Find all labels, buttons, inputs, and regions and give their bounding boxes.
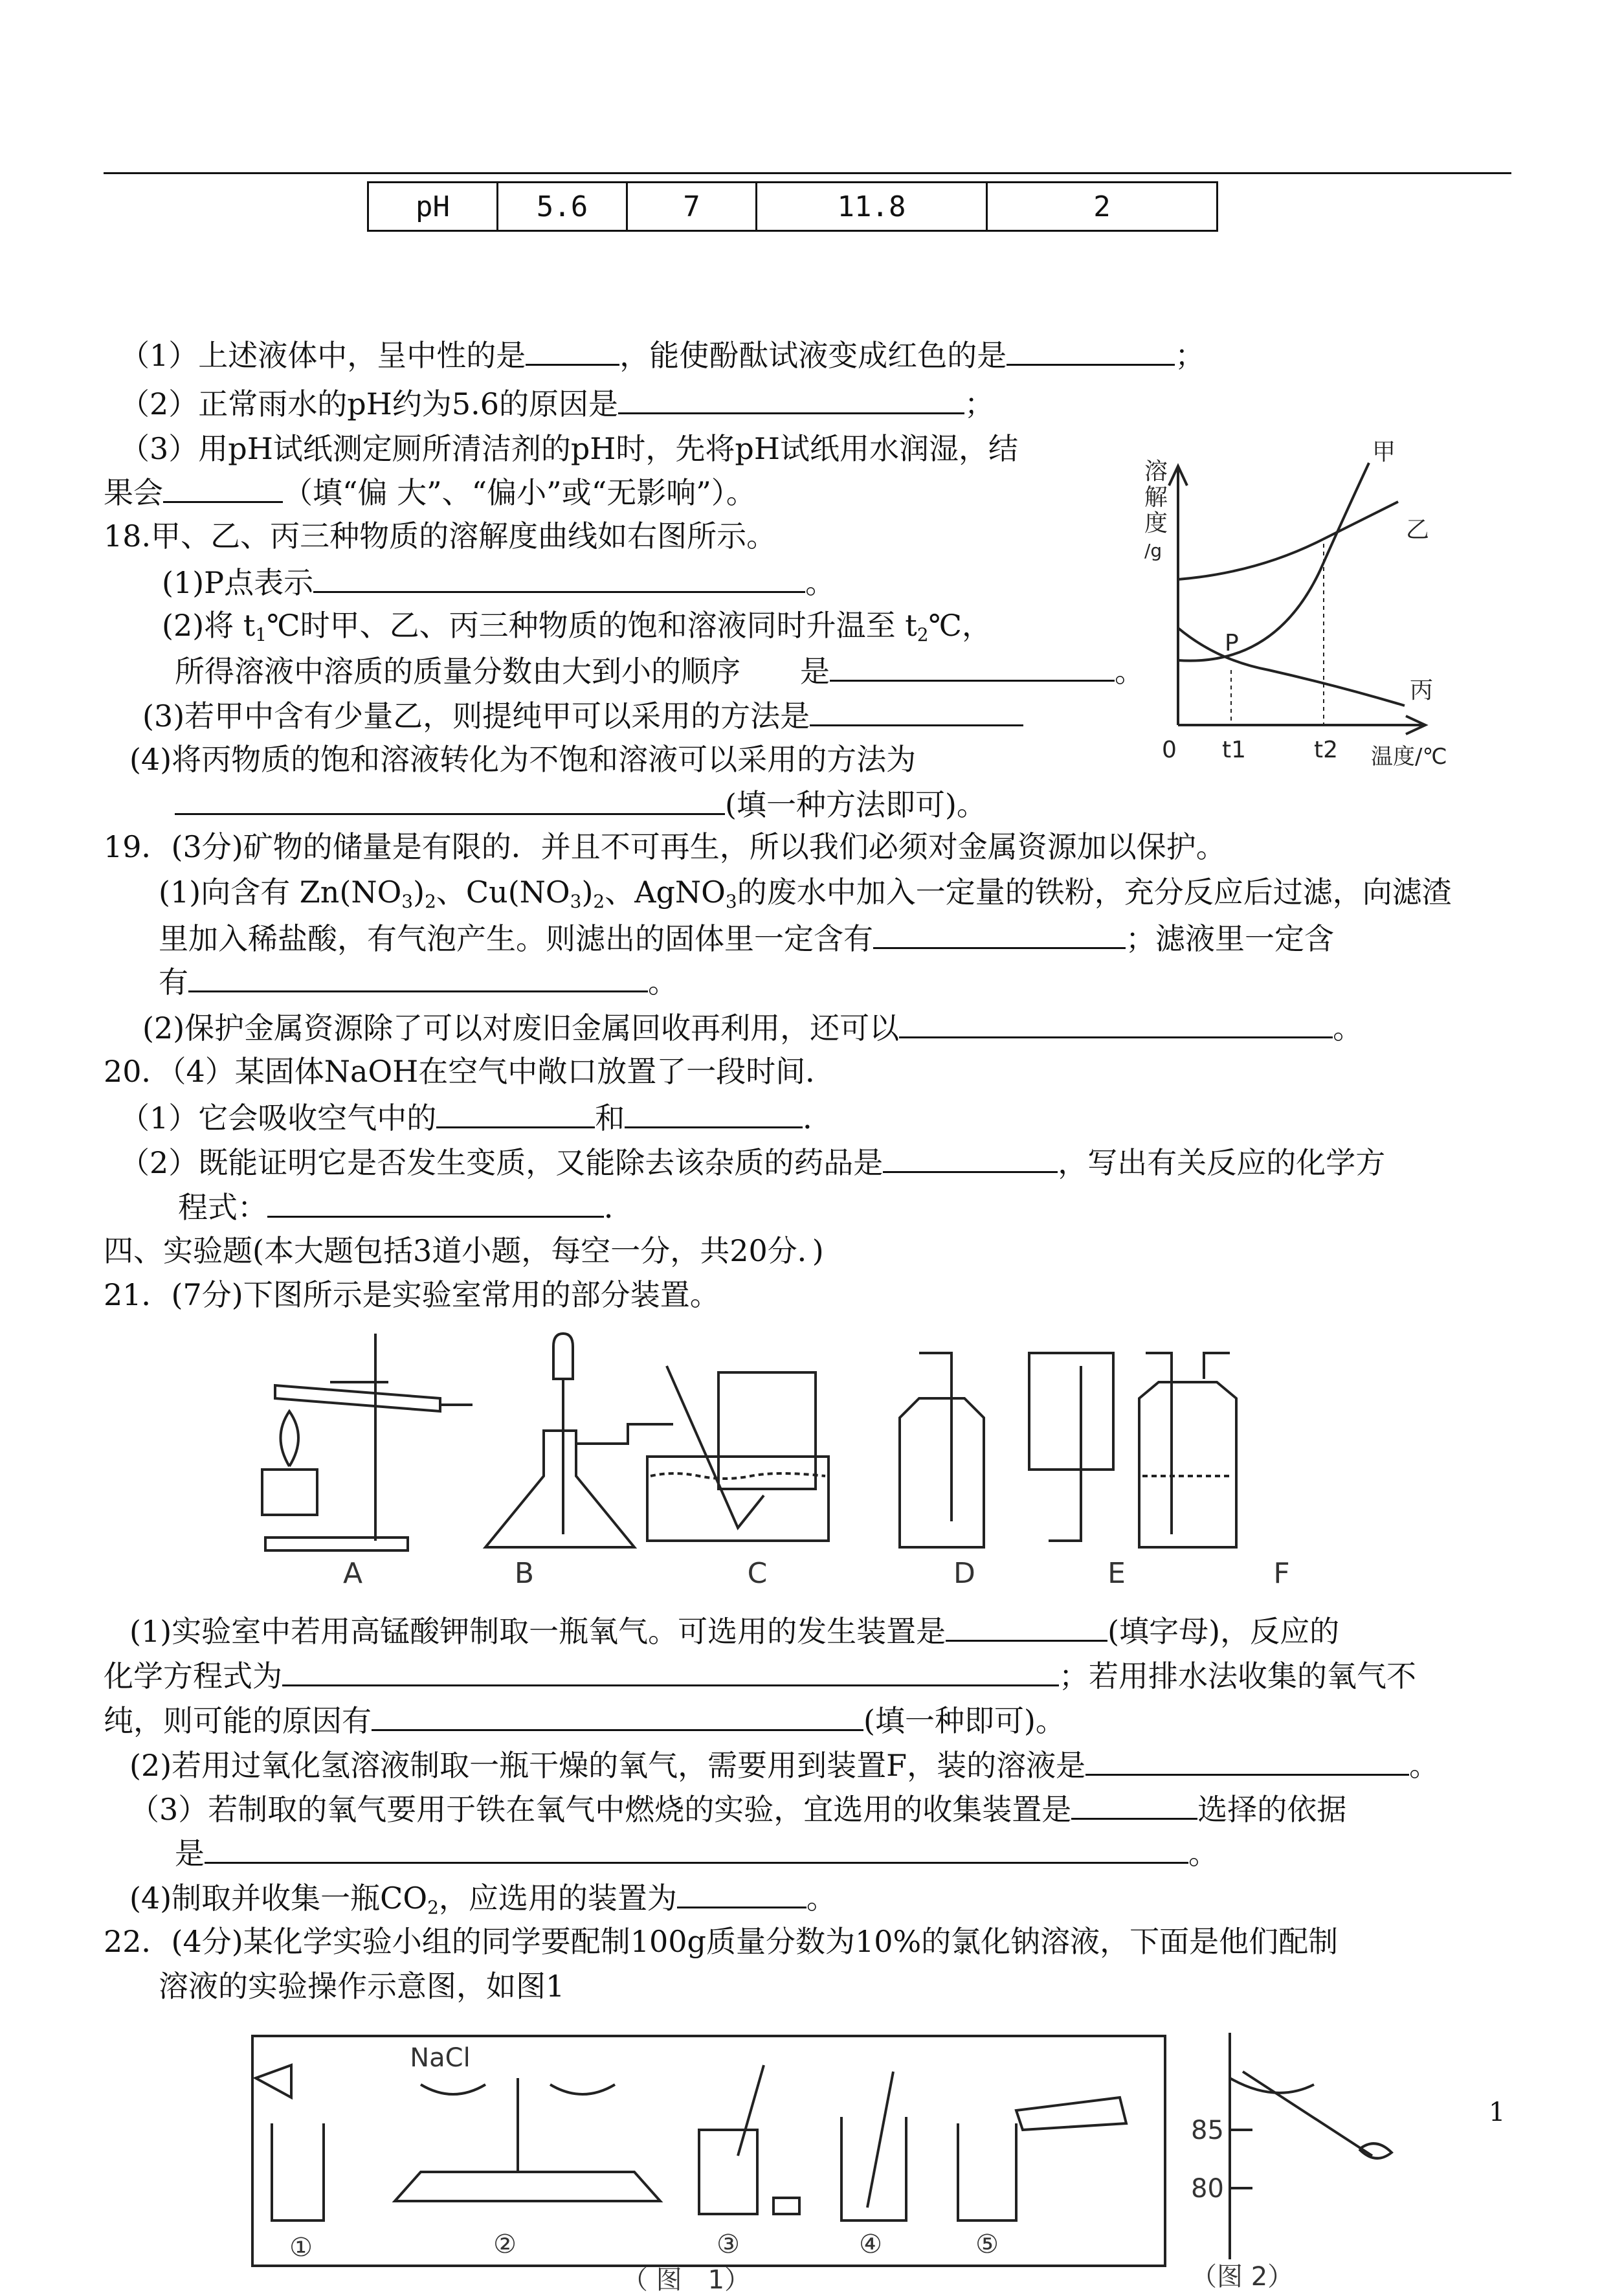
q19-text: (2)保护金属资源除了可以对废旧金属回收再利用，还可以 <box>142 1011 900 1046</box>
answer-blank[interactable] <box>188 961 648 992</box>
q17-text: （2）正常雨水的pH约为5.6的原因是 <box>120 386 618 421</box>
answer-blank[interactable] <box>946 1610 1107 1642</box>
q21-text: ；若用排水法收集的氧气不 <box>1059 1659 1416 1694</box>
answer-blank[interactable] <box>372 1699 863 1731</box>
curve-bing <box>1178 628 1405 706</box>
figure-2-caption: （图 2） <box>1191 2262 1294 2292</box>
q21-line3 <box>104 1699 1065 1741</box>
q20-text: ，写出有关反应的化学方 <box>1058 1145 1386 1180</box>
q18-text: ℃， <box>928 608 992 643</box>
figure-1-caption: （ 图 1） <box>621 2265 751 2293</box>
label-d: D <box>953 1557 975 1586</box>
q21-text: 选择的依据 <box>1197 1792 1347 1827</box>
label-e: E <box>1107 1557 1126 1586</box>
tube-d <box>919 1353 951 1521</box>
solubility-chart <box>1126 440 1482 783</box>
q17-text: ； <box>964 386 994 421</box>
subscript: 1 <box>255 624 267 645</box>
origin-label: 0 <box>1162 737 1177 763</box>
q21-text: (2)若用过氧化氢溶液制取一瓶干燥的氧气，需要用到装置F，装的溶液是 <box>129 1748 1086 1783</box>
answer-blank[interactable] <box>205 1832 1188 1864</box>
q18-text: (3)若甲中含有少量乙，则提纯甲可以采用的方法是 <box>142 699 810 733</box>
q18-text: (填一种方法即可)。 <box>725 787 986 822</box>
answer-blank[interactable] <box>618 383 964 414</box>
q19-text: ) <box>581 875 594 910</box>
y-axis-label-2: 解 <box>1144 484 1168 511</box>
y-axis-label-1: 溶 <box>1144 458 1168 485</box>
q18-text: (4)将丙物质的饱和溶液转化为不饱和溶液可以采用的方法为 <box>129 742 917 777</box>
q18-title: 18.甲、乙、丙三种物质的溶解度曲线如右图所示。 <box>104 519 777 554</box>
q21-text: (填一种即可)。 <box>863 1703 1065 1738</box>
q17-text: （1）上述液体中，呈中性的是 <box>120 338 526 373</box>
apparatus-f <box>1139 1353 1236 1547</box>
bottle-d <box>900 1398 984 1547</box>
q19-text: 里加入稀盐酸，有气泡产生。则滤出的固体里一定含有 <box>159 921 873 956</box>
q22-line1: 22．(4分)某化学实验小组的同学要配制100g质量分数为10%的氯化钠溶液，下面是他们配制 <box>104 1924 1339 1959</box>
q21-p1 <box>129 1610 1339 1651</box>
q21-text: 化学方程式为 <box>104 1659 282 1694</box>
apparatus-c <box>647 1366 829 1541</box>
q20-p2 <box>120 1141 1385 1183</box>
q18-text: 。 <box>1115 654 1144 689</box>
bottle-e <box>1029 1353 1113 1470</box>
subscript: 2 <box>427 1897 439 1918</box>
spoon <box>256 2065 291 2097</box>
label-a: A <box>342 1557 363 1586</box>
table-row <box>368 183 1218 231</box>
q20-text: ． <box>604 1190 634 1225</box>
q22-line2: 溶液的实验操作示意图，如图1 <box>159 1969 565 2004</box>
q19-line2 <box>159 917 1334 959</box>
answer-blank[interactable] <box>1071 1788 1197 1820</box>
q20-text: （2）既能证明它是否发生变质，又能除去该杂质的药品是 <box>120 1145 884 1180</box>
answer-blank[interactable] <box>282 1655 1059 1686</box>
answer-blank[interactable] <box>899 1007 1333 1038</box>
q20-p2c <box>178 1186 634 1227</box>
q18-p2a <box>162 605 992 645</box>
q21-text: (4)制取并收集一瓶CO <box>129 1881 428 1916</box>
header-rule <box>104 172 1511 174</box>
label-p: P <box>1225 630 1239 656</box>
q19-text: ) <box>413 875 425 910</box>
tube-f-long <box>1146 1353 1172 1534</box>
label-f: F <box>1273 1557 1290 1586</box>
tick-label-85: 85 <box>1191 2116 1224 2145</box>
q17-text: 果会 <box>104 475 163 510</box>
q19-text: (1)向含有 Zn(NO <box>159 875 402 910</box>
subscript: 2 <box>917 624 929 645</box>
q19-text: 、Cu(NO <box>436 875 570 910</box>
beaker-1 <box>272 2123 324 2220</box>
y-axis-label-4: /g <box>1144 540 1162 561</box>
figure-2-cylinder <box>1191 2026 1437 2293</box>
q18-text: (1)P点表示 <box>162 565 314 600</box>
beaker-5 <box>958 2123 1016 2220</box>
q19-text: 的废水中加入一定量的铁粉，充分反应后过滤，向滤渣 <box>737 875 1452 910</box>
step-4-label: ④ <box>859 2230 882 2259</box>
glass-rod <box>867 2072 893 2208</box>
x-axis-label: 温度/℃ <box>1371 744 1447 770</box>
label-b: B <box>514 1557 535 1586</box>
side-tube <box>576 1424 673 1444</box>
answer-blank[interactable] <box>267 1186 604 1218</box>
table-cell: 5.6 <box>498 183 627 231</box>
q18-p4 <box>129 739 916 779</box>
q21-p4 <box>129 1877 836 1918</box>
q17-text: （3）用pH试纸测定厕所清洁剂的pH时，先将pH试纸用水润湿，结 <box>120 431 1018 466</box>
q21-text: (填字母)，反应的 <box>1107 1614 1340 1649</box>
figure-1-solution-prep <box>246 2026 1178 2293</box>
subscript: 2 <box>425 891 436 912</box>
apparatus-b <box>485 1334 673 1547</box>
apparatus-e <box>1029 1353 1113 1541</box>
spatula <box>738 2065 764 2156</box>
q21-text: 。 <box>1188 1836 1218 1871</box>
q18-p3 <box>142 695 1023 736</box>
q21-title: 21．(7分)下图所示是实验室常用的部分装置。 <box>104 1277 720 1312</box>
tube-e <box>1049 1366 1081 1541</box>
q19-p1 <box>159 872 1452 912</box>
test-tube <box>275 1385 440 1411</box>
apparatus-figure <box>246 1327 1333 1586</box>
q17-line1 <box>120 334 1205 375</box>
q21-text: 是 <box>175 1836 205 1871</box>
q21-p3 <box>129 1788 1346 1829</box>
table-cell: 2 <box>987 183 1218 231</box>
answer-blank[interactable] <box>175 783 725 815</box>
q20-text: ． <box>803 1101 833 1135</box>
answer-blank[interactable] <box>436 1097 595 1128</box>
step-1-label: ① <box>289 2233 313 2263</box>
measuring-cylinder <box>1016 2097 1126 2130</box>
q18-p2b <box>175 650 1144 691</box>
alcohol-lamp <box>262 1470 317 1515</box>
figure-1-frame <box>252 2036 1165 2266</box>
q21-text: 。 <box>1409 1748 1440 1783</box>
q18-text: 。 <box>805 565 836 600</box>
reagent-bottle <box>699 2130 757 2214</box>
q20-text: 和 <box>595 1101 625 1135</box>
table-cell: 11.8 <box>757 183 987 231</box>
answer-blank[interactable] <box>526 334 619 366</box>
q21-p3c <box>175 1832 1218 1874</box>
curve-jia <box>1178 463 1369 661</box>
q17-text: ； <box>1175 338 1205 373</box>
step-3-label: ③ <box>717 2230 740 2259</box>
step-2-label: ② <box>493 2230 517 2259</box>
water-surface <box>651 1473 825 1479</box>
q21-text: 纯，则可能的原因有 <box>104 1703 372 1738</box>
q17-line4 <box>104 471 756 513</box>
q18-p4b <box>175 783 986 825</box>
answer-blank[interactable] <box>873 917 1126 949</box>
q18-text: 所得溶液中溶质的质量分数由大到小的顺序 是 <box>175 654 830 689</box>
q19-text: ；滤液里一定含 <box>1126 921 1334 956</box>
q19-text: 、AgNO <box>605 875 726 910</box>
answer-blank[interactable] <box>163 471 283 503</box>
collecting-bottle <box>718 1372 816 1489</box>
stopper <box>773 2198 799 2214</box>
t2-label: t2 <box>1314 737 1339 763</box>
answer-blank[interactable] <box>830 650 1115 682</box>
bottle-f <box>1139 1382 1236 1547</box>
subscript: 3 <box>570 891 582 912</box>
conical-flask <box>485 1431 634 1547</box>
q17-line2 <box>120 383 994 424</box>
q21-line2 <box>104 1655 1416 1696</box>
balance-pan-right <box>550 2085 615 2094</box>
lamp-flame <box>281 1411 299 1466</box>
balance-base <box>395 2172 660 2201</box>
tick-label-80: 80 <box>1191 2174 1224 2204</box>
page-number: 1 <box>1489 2097 1506 2127</box>
ph-table <box>367 181 1218 232</box>
stand-base <box>265 1538 408 1550</box>
t1-label: t1 <box>1222 737 1247 763</box>
answer-blank[interactable] <box>810 695 1023 726</box>
q20-p1 <box>120 1097 832 1138</box>
q21-text: ，应选用的装置为 <box>438 1881 677 1916</box>
answer-blank[interactable] <box>625 1097 803 1128</box>
q18-text: (2)将 t <box>162 608 256 643</box>
answer-blank[interactable] <box>1007 334 1175 366</box>
answer-blank[interactable] <box>677 1877 806 1908</box>
table-cell: 7 <box>627 183 757 231</box>
label-c: C <box>747 1557 768 1586</box>
q18-p1 <box>162 561 835 603</box>
q19-line3 <box>159 961 678 1002</box>
apparatus-a <box>262 1334 473 1550</box>
q19-title: 19．(3分)矿物的储量是有限的．并且不可再生，所以我们必须对金属资源加以保护。 <box>104 829 1226 864</box>
q19-text: 。 <box>648 965 678 1000</box>
subscript: 2 <box>593 891 605 912</box>
table-cell: pH <box>368 183 498 231</box>
apparatus-d <box>900 1353 984 1547</box>
q19-text: 。 <box>1333 1011 1363 1046</box>
label-bing: 丙 <box>1410 677 1434 704</box>
label-jia: 甲 <box>1372 440 1396 465</box>
q17-text: ，能使酚酞试液变成红色的是 <box>619 338 1007 373</box>
answer-blank[interactable] <box>313 561 805 593</box>
tube-f-short <box>1204 1353 1230 1379</box>
section-4-heading: 四、实验题(本大题包括3道小题，每空一分，共20分．) <box>104 1233 824 1268</box>
q21-text: （3）若制取的氧气要用于铁在氧气中燃烧的实验，宜选用的收集装置是 <box>129 1792 1072 1827</box>
q21-p2 <box>129 1744 1439 1785</box>
y-axis-label-3: 度 <box>1144 510 1168 537</box>
q17-line3 <box>120 429 1018 469</box>
q19-p2 <box>142 1007 1363 1048</box>
q21-text: (1)实验室中若用高锰酸钾制取一瓶氧气。可选用的发生装置是 <box>129 1614 946 1649</box>
step-5-label: ⑤ <box>975 2230 999 2259</box>
sight-line <box>1243 2072 1372 2156</box>
q18-text: ℃时甲、乙、丙三种物质的饱和溶液同时升温至 t <box>267 608 917 643</box>
subscript: 3 <box>725 891 737 912</box>
answer-blank[interactable] <box>883 1141 1058 1173</box>
balance-pan-left <box>421 2085 485 2094</box>
thistle-funnel <box>553 1334 573 1379</box>
q19-text: 有 <box>159 965 188 1000</box>
curve-yi <box>1178 502 1398 579</box>
label-yi: 乙 <box>1406 517 1430 543</box>
nacl-label: NaCl <box>410 2043 471 2073</box>
delivery-tube <box>667 1366 764 1528</box>
q21-text: 。 <box>806 1881 836 1916</box>
answer-blank[interactable] <box>1085 1744 1409 1776</box>
q20-title: 20．（4）某固体NaOH在空气中敞口放置了一段时间． <box>104 1054 836 1089</box>
q20-text: 程式： <box>178 1190 267 1225</box>
subscript: 3 <box>401 891 414 912</box>
q17-text: （填“偏 大”、“偏小”或“无影响”）。 <box>283 475 756 510</box>
q20-text: （1）它会吸收空气中的 <box>120 1101 437 1135</box>
